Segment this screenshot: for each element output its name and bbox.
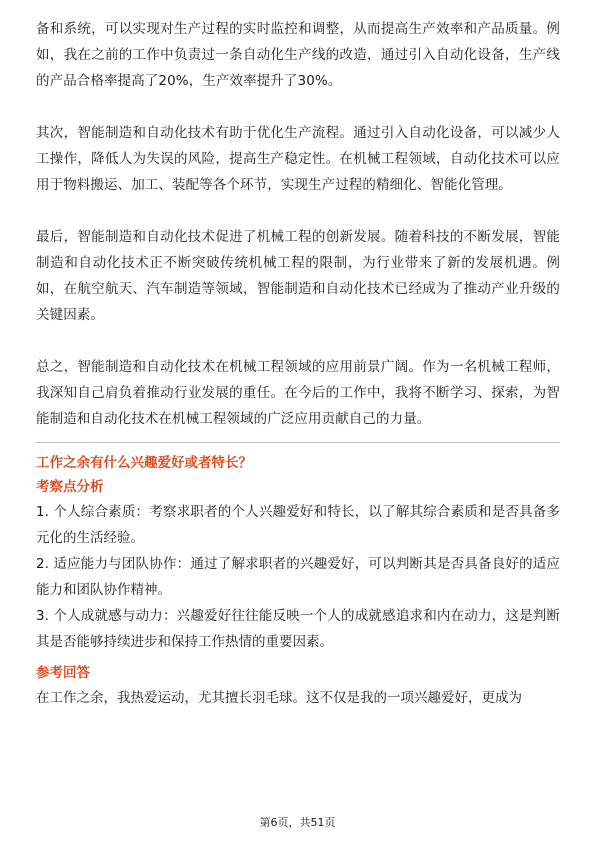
paragraph-gap <box>36 328 560 354</box>
answer-heading: 参考回答 <box>36 665 90 681</box>
question-title: 工作之余有什么兴趣爱好或者特长？ <box>36 455 252 471</box>
analysis-heading: 考察点分析 <box>36 479 104 495</box>
paragraph-gap <box>36 94 560 120</box>
section-divider <box>36 442 560 443</box>
body-paragraph: 总之，智能制造和自动化技术在机械工程领域的应用前景广阔。作为一名机械工程师，我深知自己肩负着推动行业发展的重任。在今后的工作中，我将不断学习、探索，为智能制造和自动化技术在机械工程领域的广泛应用贡献自己的力量。 <box>36 359 560 427</box>
analysis-point: 3. 个人成就感与动力：兴趣爱好往往能反映一个人的成就感追求和内在动力，这是判断其是否能够持续进步和保持工作热情的重要因素。 <box>36 608 560 650</box>
paragraph-gap <box>36 198 560 224</box>
answer-text: 在工作之余，我热爱运动，尤其擅长羽毛球。这不仅是我的一项兴趣爱好，更成为 <box>36 690 522 706</box>
page-number: 第6页，共51页 <box>259 816 336 829</box>
analysis-point: 1. 个人综合素质：考察求职者的个人兴趣爱好和特长，以了解其综合素质和是否具备多元化的生活经验。 <box>36 504 560 546</box>
body-paragraph: 其次，智能制造和自动化技术有助于优化生产流程。通过引入自动化设备，可以减少人工操作，降低人为失误的风险，提高生产稳定性。在机械工程领域，自动化技术可以应用于物料搬运、加工、装配等各个环节，实现生产过程的精细化、智能化管理。 <box>36 125 560 193</box>
body-paragraph: 备和系统，可以实现对生产过程的实时监控和调整，从而提高生产效率和产品质量。例如，我在之前的工作中负责过一条自动化生产线的改造，通过引入自动化设备，生产线的产品合格率提高了20%，生产效率提升了30%。 <box>36 21 560 89</box>
analysis-point: 2. 适应能力与团队协作：通过了解求职者的兴趣爱好，可以判断其是否具备良好的适应能力和团队协作精神。 <box>36 556 560 598</box>
document-page <box>36 16 560 711</box>
body-paragraph: 最后，智能制造和自动化技术促进了机械工程的创新发展。随着科技的不断发展，智能制造和自动化技术正不断突破传统机械工程的限制，为行业带来了新的发展机遇。例如，在航空航天、汽车制造等领域，智能制造和自动化技术已经成为了推动产业升级的关键因素。 <box>36 229 560 323</box>
